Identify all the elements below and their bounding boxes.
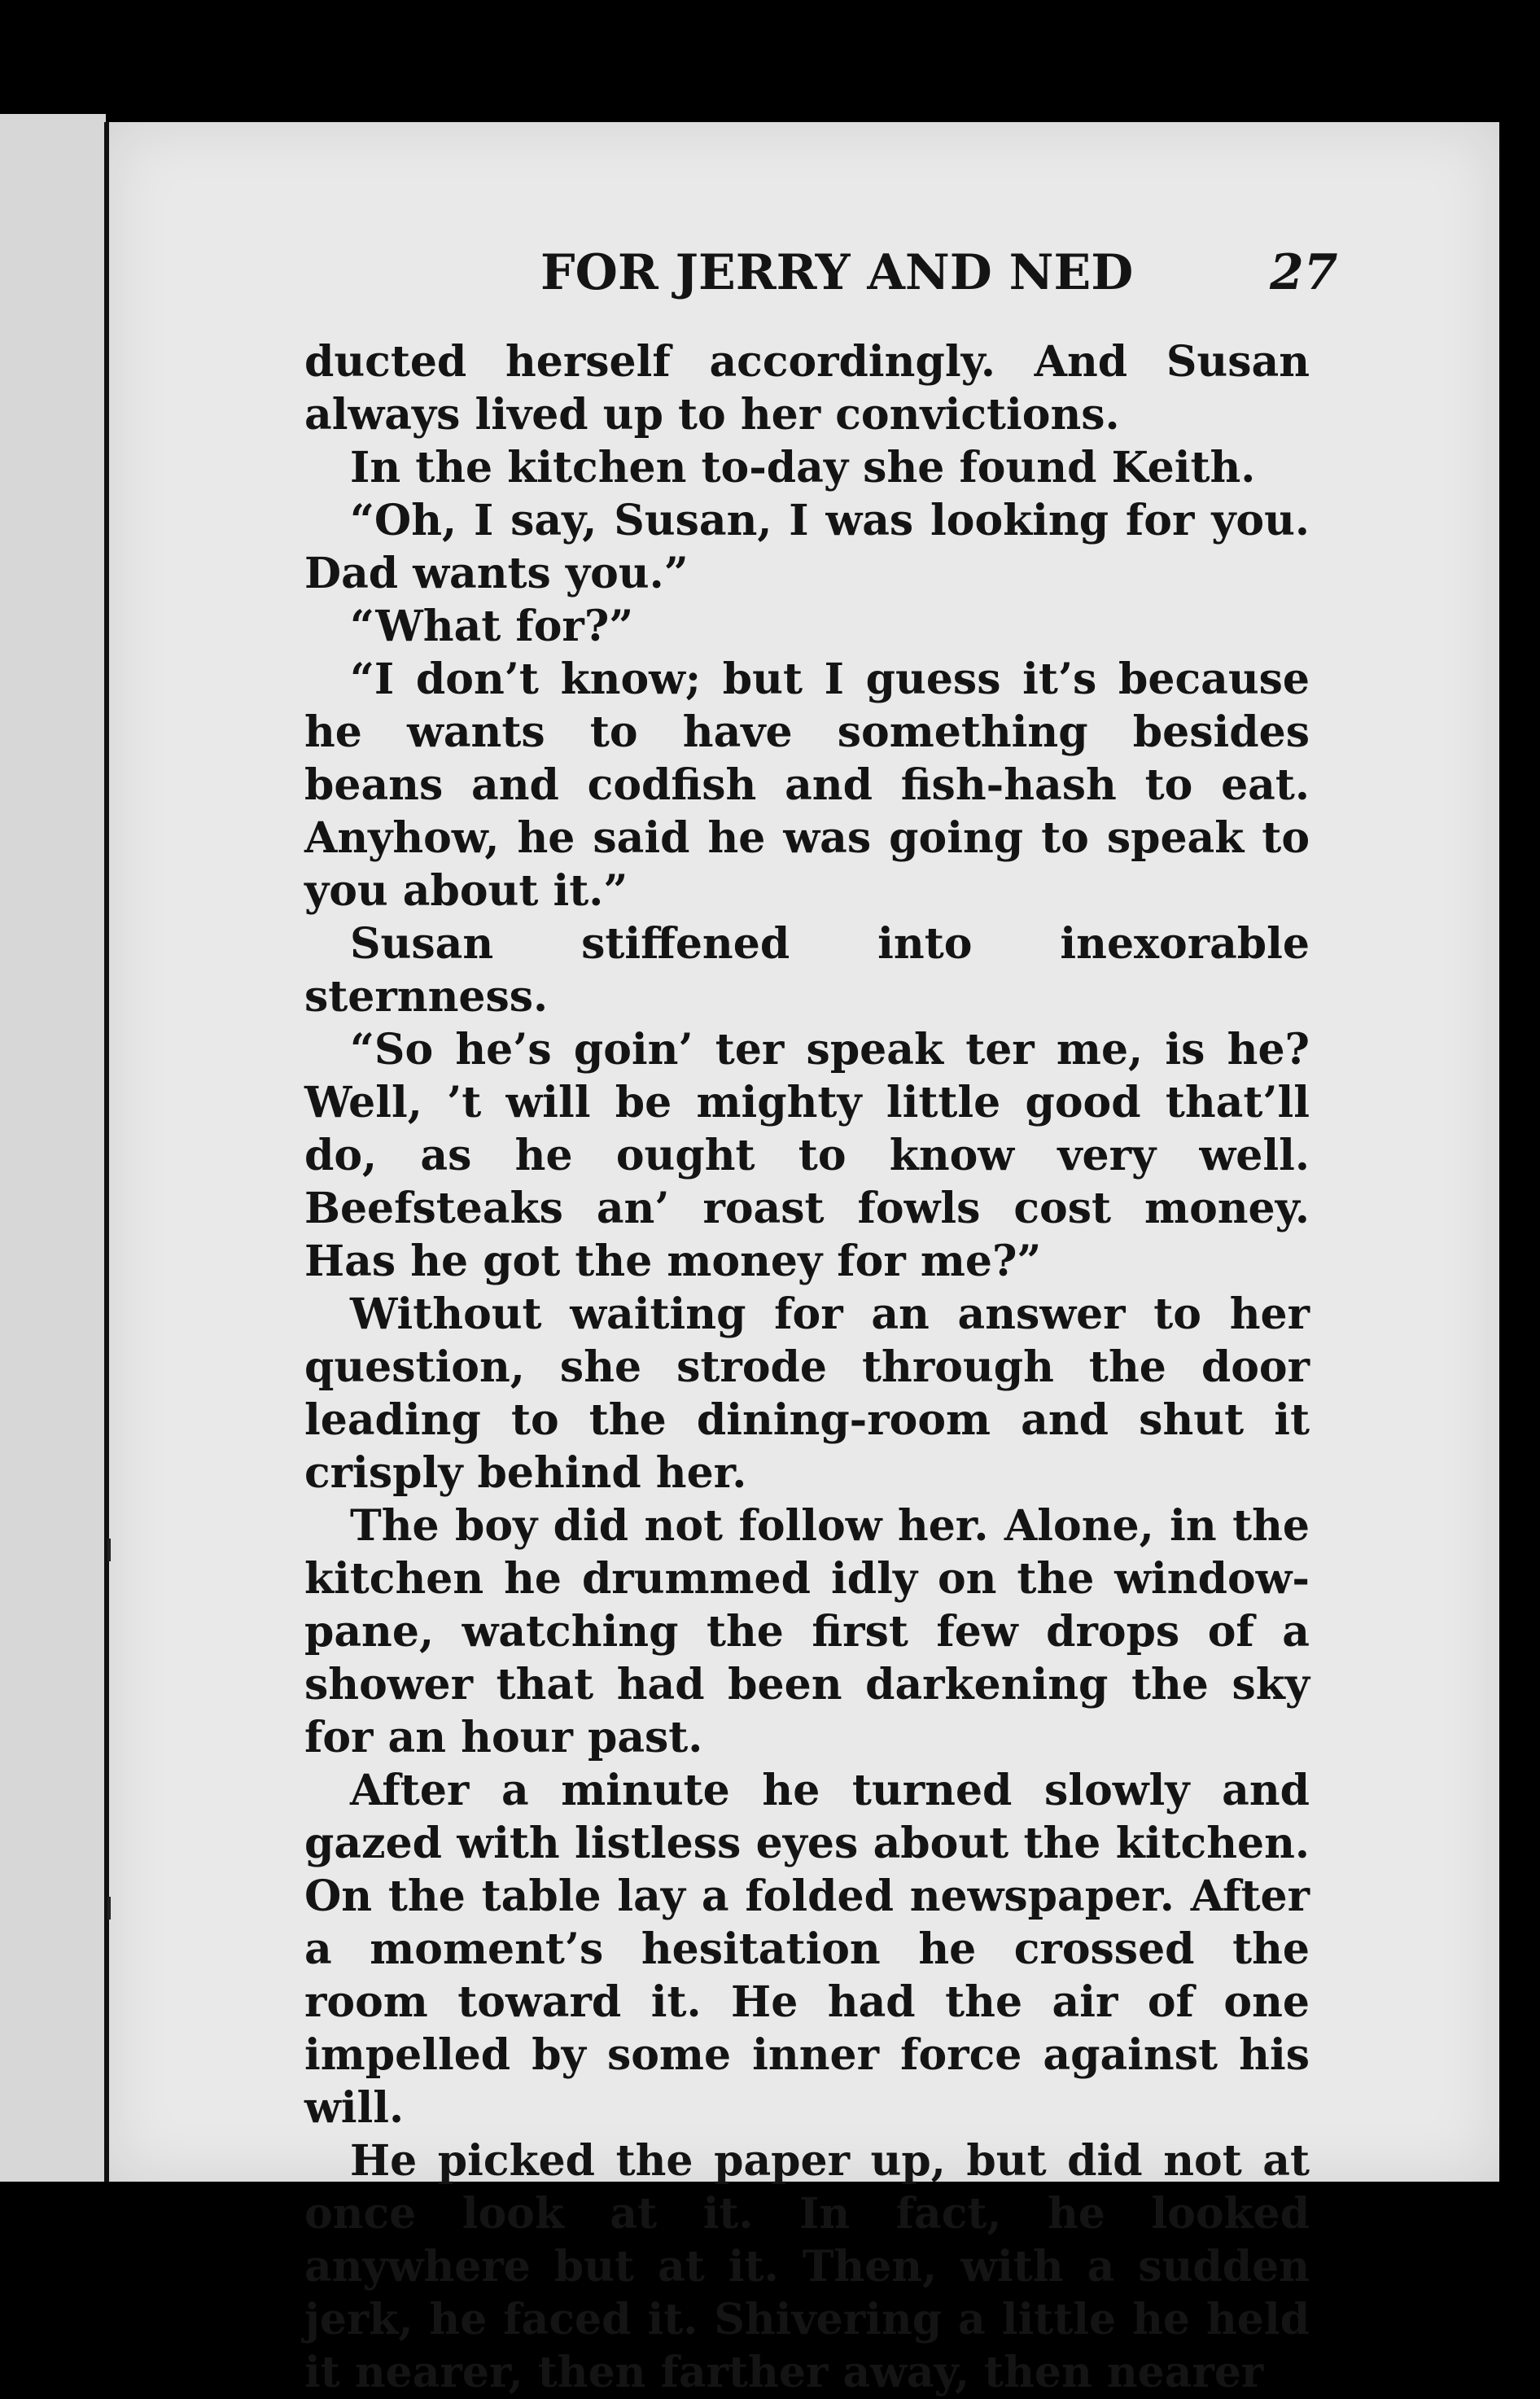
paragraph: After a minute he turned slowly and gazed with listless eyes about the kitchen. On the table lay a folded newspaper. After a moment’s hesitation he crossed the room toward it. He had the air of one impelled by some inner force against his will. bbox=[304, 1766, 1310, 2133]
paragraph: The boy did not follow her. Alone, in the kitchen he drummed idly on the window-pane, watching the first few drops of a shower that had been darkening the sky for an hour past. bbox=[304, 1501, 1310, 1762]
paragraph: “I don’t know; but I guess it’s because he wants to have something besides beans and codfish and fish-hash to eat. Anyhow, he said he was going to speak to you about it.” bbox=[304, 654, 1310, 916]
page-number: 27 bbox=[1270, 244, 1338, 301]
running-title: FOR JERRY AND NED bbox=[540, 244, 1134, 301]
paragraph: “So he’s goin’ ter speak ter me, is he? Well, ’t will be mighty little good that’ll do, as he ought to know very well. Beefsteaks an’ roast fowls cost money. Has he got the money for me?” bbox=[304, 1025, 1310, 1286]
margin-mark bbox=[107, 1539, 111, 1561]
body-text bbox=[304, 335, 1310, 2399]
paragraph: ducted herself accordingly. And Susan always lived up to her convictions. bbox=[304, 337, 1310, 440]
paragraph: “Oh, I say, Susan, I was looking for you. Dad wants you.” bbox=[304, 496, 1310, 598]
paragraph: He picked the paper up, but did not at once look at it. In fact, he looked anywhere but at it. Then, with a sudden jerk, he faced it. Shivering a little he held it nearer, then farther away, then nearer bbox=[304, 2136, 1310, 2397]
paragraph: Susan stiffened into inexorable sternness. bbox=[304, 919, 1310, 1022]
facing-page-edge bbox=[0, 114, 106, 2182]
book-page bbox=[109, 122, 1499, 2397]
paragraph: “What for?” bbox=[350, 602, 634, 651]
margin-mark bbox=[107, 1897, 111, 1920]
page-header bbox=[109, 244, 1499, 317]
paragraph: In the kitchen to-day she found Keith. bbox=[350, 443, 1256, 492]
paragraph: Without waiting for an answer to her question, she strode through the door leading to the dining-room and shut it crisply behind her. bbox=[304, 1289, 1310, 1498]
